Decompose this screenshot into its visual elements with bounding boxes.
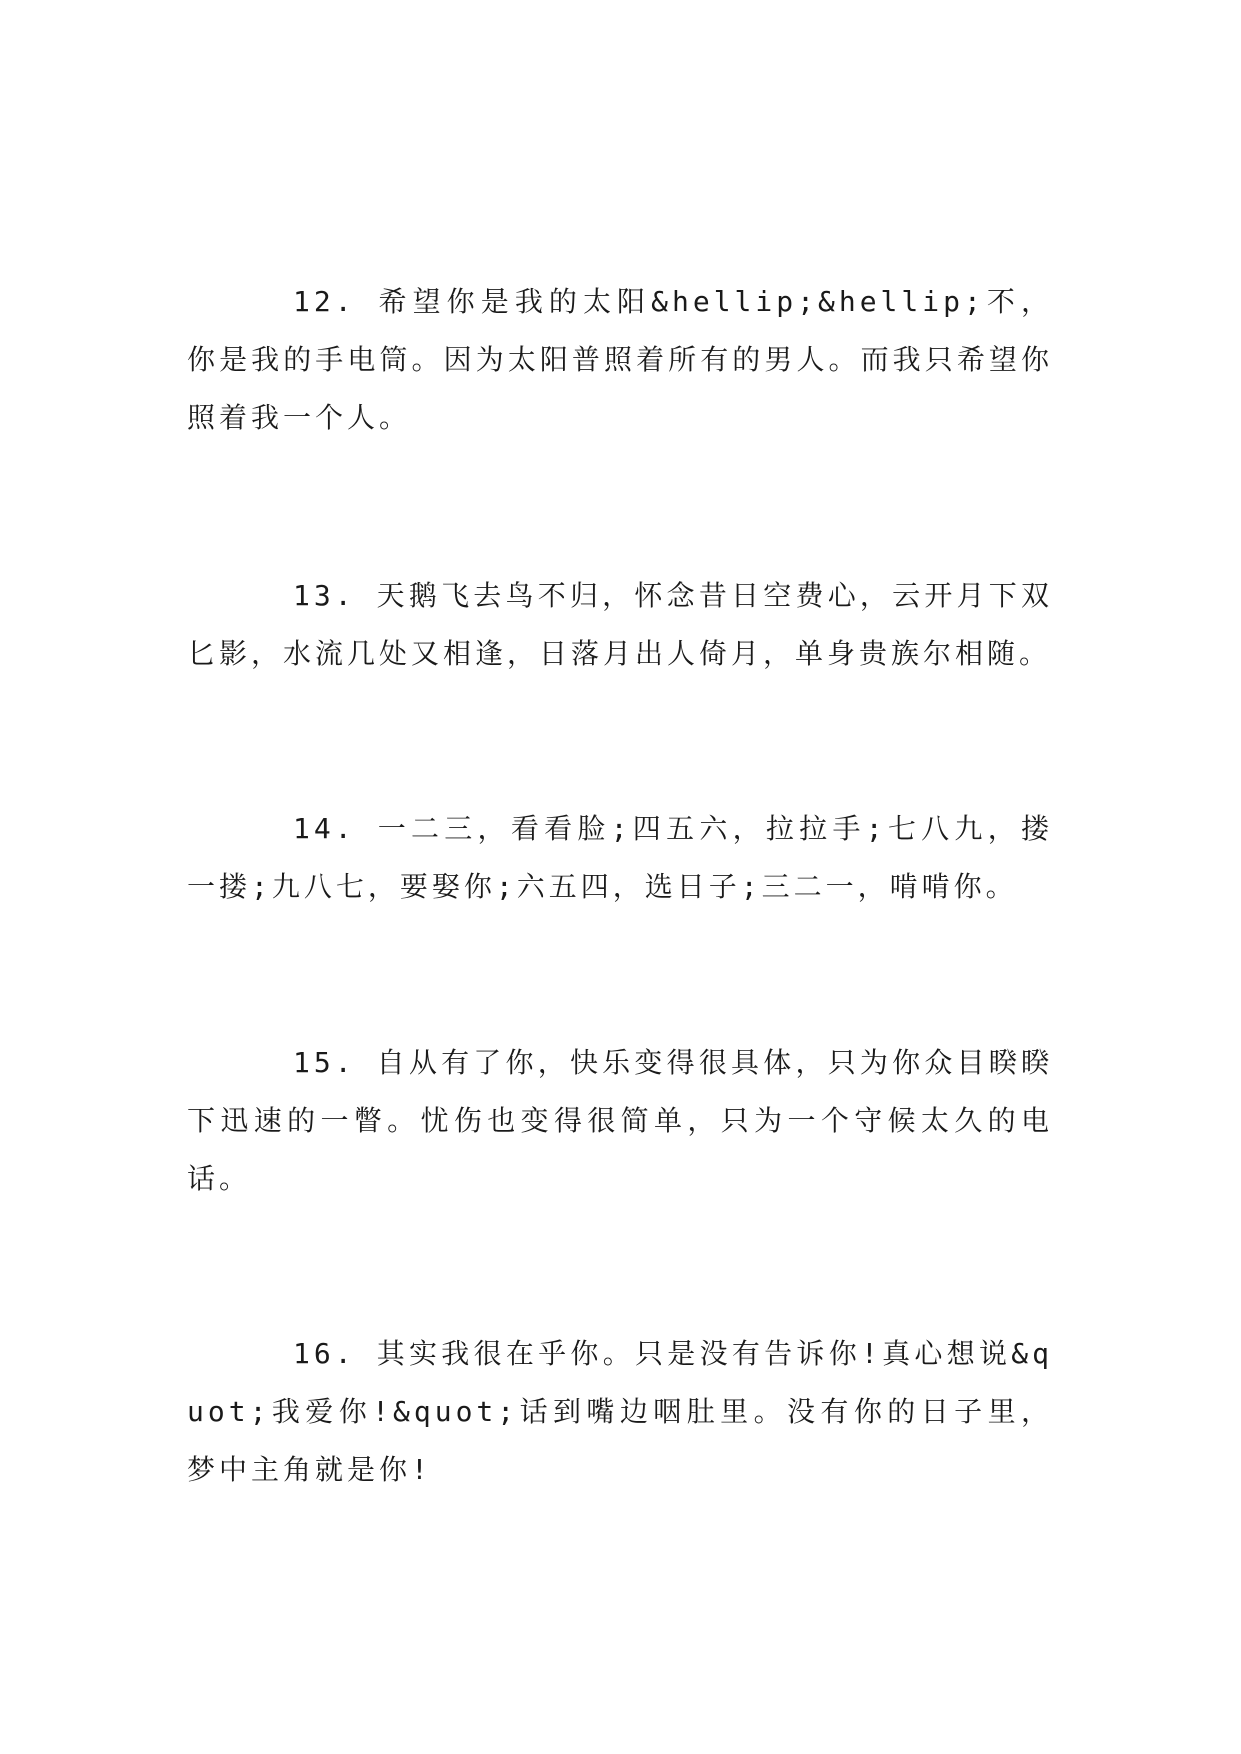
paragraph-16: 16. 其实我很在乎你。只是没有告诉你!真心想说&quot;我爱你!&quot;话到嘴边咽肚里。没有你的日子里，梦中主角就是你! xyxy=(187,1337,1053,1486)
paragraph-13: 13. 天鹅飞去鸟不归，怀念昔日空费心，云开月下双匕影，水流几处又相逢，日落月出人倚月，单身贵族尔相随。 xyxy=(187,579,1053,670)
paragraph-15: 15. 自从有了你，快乐变得很具体，只为你众目睽睽下迅速的一瞥。忧伤也变得很简单，只为一个守候太久的电话。 xyxy=(187,1046,1053,1195)
paragraph-14: 14. 一二三，看看脸;四五六，拉拉手;七八九，搂一搂;九八七，要娶你;六五四，选日子;三二一，啃啃你。 xyxy=(187,812,1053,903)
paragraph-12: 12. 希望你是我的太阳&hellip;&hellip;不，你是我的手电筒。因为太阳普照着所有的男人。而我只希望你照着我一个人。 xyxy=(187,285,1053,434)
